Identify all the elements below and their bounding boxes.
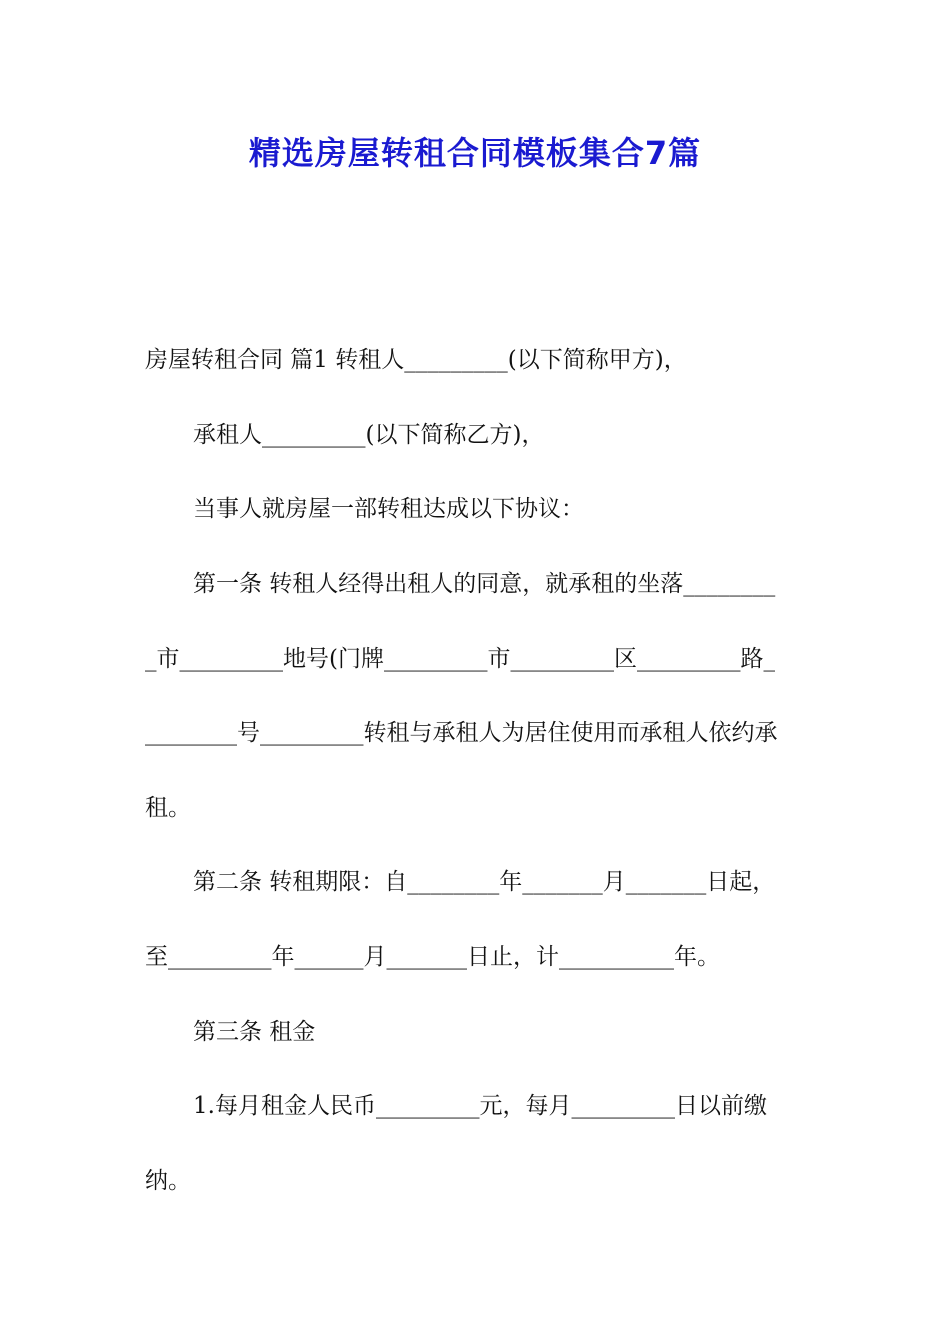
paragraph-line: 第三条 租金 (193, 1019, 316, 1045)
paragraph-line: ________号_________转租与承租人为居住使用而承租人依约承 (145, 720, 778, 746)
paragraph-line: 租。 (145, 795, 191, 821)
paragraph-line: 房屋转租合同 篇1 转租人_________(以下简称甲方)， (145, 347, 687, 373)
paragraph-line: 当事人就房屋一部转租达成以下协议： (193, 496, 584, 522)
paragraph-line: 至_________年______月_______日止，计__________年。 (145, 944, 720, 970)
paragraph-line: 纳。 (145, 1168, 191, 1194)
paragraph-line: 1.每月租金人民币_________元，每月_________日以前缴 (193, 1093, 767, 1119)
paragraph-line: 第一条 转租人经得出租人的同意，就承租的坐落________ (193, 571, 776, 597)
document-title: 精选房屋转租合同模板集合7篇 (248, 134, 702, 172)
paragraph-line: 第二条 转租期限：自________年_______月_______日起， (193, 869, 776, 895)
paragraph-line: 承租人_________(以下简称乙方)， (193, 422, 545, 448)
paragraph-line: _市_________地号(门牌_________市_________区_________路_ (145, 646, 775, 672)
